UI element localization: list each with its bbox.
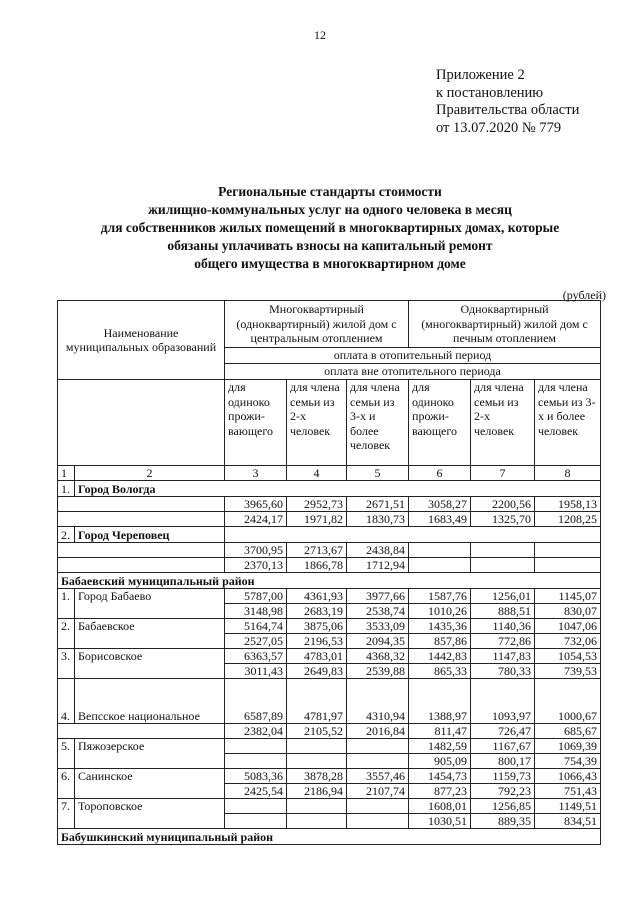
value-cell: 1149,51 — [535, 799, 601, 814]
row-number: 5. — [58, 739, 75, 769]
row-number: 3. — [58, 649, 75, 679]
municipality-name: Город Вологда — [75, 481, 601, 497]
value-cell: 2683,19 — [287, 604, 347, 619]
value-cell: 2671,51 — [347, 497, 409, 512]
title-line: для собственников жилых помещений в многоквартирных домах, которые — [100, 220, 560, 235]
value-cell: 2539,88 — [347, 664, 409, 679]
value-cell: 1147,83 — [471, 649, 535, 664]
value-cell: 1442,83 — [409, 649, 471, 664]
value-cell: 2713,67 — [287, 543, 347, 558]
value-cell: 2107,74 — [347, 784, 409, 799]
row-number: 6. — [58, 769, 75, 799]
value-cell: 1608,01 — [409, 799, 471, 814]
value-cell: 3878,28 — [287, 769, 347, 784]
value-cell — [287, 814, 347, 829]
value-cell — [225, 799, 287, 814]
header-period-heating: оплата в отопительный период — [225, 348, 601, 364]
value-cell: 3011,43 — [225, 664, 287, 679]
value-cell: 1208,25 — [535, 512, 601, 527]
value-cell — [471, 543, 535, 558]
appendix-line: Правительства области — [436, 102, 580, 118]
value-cell: 3875,06 — [287, 619, 347, 634]
header-sub-single: для одиноко прожи-вающего — [225, 380, 287, 466]
value-cell: 2538,74 — [347, 604, 409, 619]
value-cell: 2200,56 — [471, 497, 535, 512]
value-cell: 905,09 — [409, 754, 471, 769]
value-cell: 792,23 — [471, 784, 535, 799]
value-cell: 1159,73 — [471, 769, 535, 784]
value-cell: 2425,54 — [225, 784, 287, 799]
title-line: жилищно-коммунальных услуг на одного человека в месяц — [148, 202, 512, 217]
value-cell: 1388,97 — [409, 679, 471, 724]
value-cell: 1256,85 — [471, 799, 535, 814]
value-cell: 3965,60 — [225, 497, 287, 512]
value-cell: 1140,36 — [471, 619, 535, 634]
column-number: 5 — [347, 466, 409, 481]
value-cell: 754,39 — [535, 754, 601, 769]
value-cell: 732,06 — [535, 634, 601, 649]
document-title — [60, 183, 600, 273]
value-cell — [225, 814, 287, 829]
title-line: общего имущества в многоквартирном доме — [194, 256, 466, 271]
value-cell: 3058,27 — [409, 497, 471, 512]
value-cell: 2016,84 — [347, 724, 409, 739]
header-period-nonheating: оплата вне отопительного периода — [225, 364, 601, 380]
value-cell: 1435,36 — [409, 619, 471, 634]
value-cell: 889,35 — [471, 814, 535, 829]
row-number: 2. — [58, 619, 75, 649]
column-number: 3 — [225, 466, 287, 481]
value-cell: 1958,13 — [535, 497, 601, 512]
blank-cell — [58, 558, 225, 573]
column-number: 2 — [75, 466, 225, 481]
value-cell: 772,86 — [471, 634, 535, 649]
value-cell: 2382,04 — [225, 724, 287, 739]
value-cell: 1712,94 — [347, 558, 409, 573]
header-sub-three: для члена семьи из 3-х и более человек — [535, 380, 601, 466]
value-cell: 2370,13 — [225, 558, 287, 573]
value-cell: 1971,82 — [287, 512, 347, 527]
value-cell — [225, 754, 287, 769]
value-cell: 865,33 — [409, 664, 471, 679]
value-cell — [347, 799, 409, 814]
value-cell — [471, 558, 535, 573]
value-cell — [535, 543, 601, 558]
value-cell: 888,51 — [471, 604, 535, 619]
header-blank — [58, 380, 225, 466]
value-cell: 2438,84 — [347, 543, 409, 558]
header-sub-two: для члена семьи из 2-х человек — [471, 380, 535, 466]
appendix-line: от 13.07.2020 № 779 — [436, 119, 562, 136]
municipality-name: Санинское — [75, 769, 225, 799]
title-line: Региональные стандарты стоимости — [218, 184, 442, 199]
header-sub-two: для члена семьи из 2-х человек — [287, 380, 347, 466]
value-cell: 1454,73 — [409, 769, 471, 784]
value-cell: 2094,35 — [347, 634, 409, 649]
row-number: 4. — [58, 679, 75, 724]
header-sub-single: для одиноко прожи-вающего — [409, 380, 471, 466]
value-cell: 2196,53 — [287, 634, 347, 649]
value-cell: 2105,52 — [287, 724, 347, 739]
value-cell: 834,51 — [535, 814, 601, 829]
column-number: 6 — [409, 466, 471, 481]
value-cell: 2424,17 — [225, 512, 287, 527]
value-cell: 1093,97 — [471, 679, 535, 724]
value-cell: 1066,43 — [535, 769, 601, 784]
value-cell: 751,43 — [535, 784, 601, 799]
value-cell: 1866,78 — [287, 558, 347, 573]
value-cell: 5787,00 — [225, 589, 287, 604]
value-cell: 6363,57 — [225, 649, 287, 664]
column-number: 8 — [535, 466, 601, 481]
value-cell: 6587,89 — [225, 679, 287, 724]
header-name-col: Наименование муниципальных образований — [58, 301, 225, 380]
value-cell: 1010,26 — [409, 604, 471, 619]
value-cell: 800,17 — [471, 754, 535, 769]
value-cell — [347, 754, 409, 769]
value-cell: 1482,59 — [409, 739, 471, 754]
value-cell: 1830,73 — [347, 512, 409, 527]
value-cell: 2649,83 — [287, 664, 347, 679]
value-cell: 4368,32 — [347, 649, 409, 664]
value-cell — [225, 739, 287, 754]
value-cell: 1145,07 — [535, 589, 601, 604]
value-cell: 2186,94 — [287, 784, 347, 799]
value-cell: 1325,70 — [471, 512, 535, 527]
value-cell — [409, 558, 471, 573]
value-cell: 3533,09 — [347, 619, 409, 634]
value-cell: 780,33 — [471, 664, 535, 679]
value-cell: 1683,49 — [409, 512, 471, 527]
municipality-name: Бабаевское — [75, 619, 225, 649]
unit-label: (рублей) — [562, 288, 606, 302]
value-cell: 1167,67 — [471, 739, 535, 754]
district-name: Бабушкинский муниципальный район — [58, 829, 601, 845]
value-cell: 1000,67 — [535, 679, 601, 724]
municipality-name: Пяжозерское — [75, 739, 225, 769]
value-cell: 4310,94 — [347, 679, 409, 724]
appendix-line: к постановлению — [436, 84, 544, 101]
value-cell: 2527,05 — [225, 634, 287, 649]
value-cell: 877,23 — [409, 784, 471, 799]
value-cell: 1256,01 — [471, 589, 535, 604]
value-cell: 857,86 — [409, 634, 471, 649]
value-cell — [535, 558, 601, 573]
municipality-name: Борисовское — [75, 649, 225, 679]
column-number: 7 — [471, 466, 535, 481]
value-cell — [287, 739, 347, 754]
municipality-name: Город Бабаево — [75, 589, 225, 619]
header-group-stove: Одноквартирный (многоквартирный) жилой дом с печным отоплением — [409, 301, 601, 348]
header-group-central: Многоквартирный (одноквартирный) жилой дом с центральным отоплением — [225, 301, 409, 348]
value-cell — [347, 814, 409, 829]
row-number: 7. — [58, 799, 75, 829]
municipality-name: Вепсское национальное — [75, 679, 225, 724]
row-number: 2. — [58, 527, 75, 543]
title-line: обязаны уплачивать взносы на капитальный ремонт — [167, 238, 493, 253]
blank-cell — [225, 527, 601, 543]
value-cell: 3148,98 — [225, 604, 287, 619]
header-sub-three: для члена семьи из 3-х и более человек — [347, 380, 409, 466]
municipality-name: Город Череповец — [75, 527, 225, 543]
column-number: 1 — [58, 466, 75, 481]
value-cell: 1030,51 — [409, 814, 471, 829]
appendix-line: Приложение 2 — [436, 67, 525, 83]
value-cell: 1047,06 — [535, 619, 601, 634]
value-cell: 811,47 — [409, 724, 471, 739]
value-cell: 726,47 — [471, 724, 535, 739]
row-number: 1. — [58, 589, 75, 619]
blank-cell — [58, 497, 225, 512]
value-cell: 5083,36 — [225, 769, 287, 784]
blank-cell — [58, 543, 225, 558]
blank-cell — [58, 512, 225, 527]
district-name: Бабаевский муниципальный район — [58, 573, 601, 589]
value-cell: 830,07 — [535, 604, 601, 619]
value-cell: 1587,76 — [409, 589, 471, 604]
value-cell: 4783,01 — [287, 649, 347, 664]
value-cell: 685,67 — [535, 724, 601, 739]
standards-table — [57, 300, 601, 845]
blank-cell — [58, 724, 225, 739]
value-cell: 3700,95 — [225, 543, 287, 558]
column-number: 4 — [287, 466, 347, 481]
appendix-note — [436, 67, 579, 137]
value-cell — [347, 739, 409, 754]
value-cell: 3977,66 — [347, 589, 409, 604]
value-cell: 739,53 — [535, 664, 601, 679]
value-cell: 2952,73 — [287, 497, 347, 512]
value-cell: 5164,74 — [225, 619, 287, 634]
value-cell — [287, 799, 347, 814]
value-cell: 4781,97 — [287, 679, 347, 724]
value-cell: 3557,46 — [347, 769, 409, 784]
value-cell: 4361,93 — [287, 589, 347, 604]
value-cell: 1069,39 — [535, 739, 601, 754]
value-cell — [287, 754, 347, 769]
row-number: 1. — [58, 481, 75, 497]
municipality-name: Тороповское — [75, 799, 225, 829]
value-cell: 1054,53 — [535, 649, 601, 664]
page-number: 12 — [314, 28, 326, 42]
value-cell — [409, 543, 471, 558]
